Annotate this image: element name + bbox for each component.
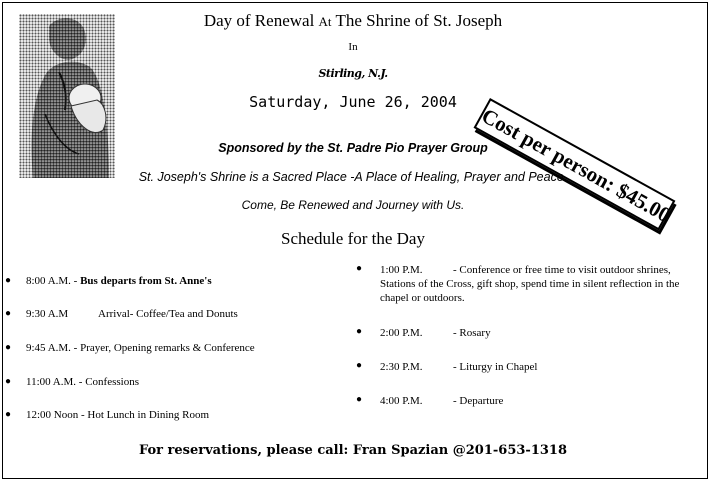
bullet-icon: ● (5, 342, 12, 353)
title-part2: The Shrine of St. Joseph (331, 11, 503, 30)
title-part1: Day of Renewal (203, 11, 319, 30)
bullet-icon: ● (5, 409, 12, 420)
in-label: In (348, 41, 358, 53)
tagline-1: St. Joseph's Shrine is a Sacred Place -A Place of Healing, Prayer and Peace. (138, 170, 568, 184)
item-time: 11:00 A.M. - (26, 376, 86, 388)
item-time: 8:00 A.M. - (26, 275, 81, 287)
item-desc: - Conference or free time to visit outdoor shrines, Stations of the Cross, gift shop, spend time in silent reflection in the chapel or outdoors. (380, 264, 680, 304)
bullet-icon: ● (5, 376, 12, 387)
bullet-icon: ● (356, 394, 363, 405)
item-desc: - Rosary (453, 327, 491, 339)
item-desc: Hot Lunch in Dining Room (87, 409, 210, 421)
event-date: Saturday, June 26, 2004 (249, 93, 457, 111)
reservations-line: For reservations, please call: Fran Spazian @201-653-1318 (138, 443, 568, 458)
sponsor-line: Sponsored by the St. Padre Pio Prayer Group (218, 141, 488, 155)
item-desc: Bus departs from St. Anne's (80, 275, 212, 287)
bullet-icon: ● (5, 275, 12, 286)
item-time: 9:30 A.M (26, 308, 69, 320)
item-desc: Confessions (85, 376, 139, 388)
bullet-icon: ● (356, 360, 363, 371)
item-desc: Prayer, Opening remarks & Conference (80, 342, 255, 354)
item-desc: - Liturgy in Chapel (453, 361, 538, 373)
bullet-icon: ● (356, 326, 363, 337)
item-time: 9:45 A.M. - (26, 342, 81, 354)
location: Stirling, N.J. (318, 67, 388, 80)
bullet-icon: ● (356, 263, 363, 274)
tagline-2: Come, Be Renewed and Journey with Us. (241, 198, 465, 212)
item-time: 1:00 P.M. (380, 264, 423, 276)
item-time: 2:30 P.M. (380, 361, 423, 373)
title-at: At (318, 14, 332, 29)
item-time: 4:00 P.M. (380, 395, 423, 407)
bullet-icon: ● (5, 308, 12, 319)
item-time: 12:00 Noon - (26, 409, 88, 421)
schedule-title: Schedule for the Day (281, 229, 425, 248)
item-time: 2:00 P.M. (380, 327, 423, 339)
item-desc: - Departure (453, 395, 504, 407)
cost-text: Cost per person: $45.00 (477, 103, 675, 228)
item-desc: Arrival- Coffee/Tea and Donuts (98, 308, 238, 320)
